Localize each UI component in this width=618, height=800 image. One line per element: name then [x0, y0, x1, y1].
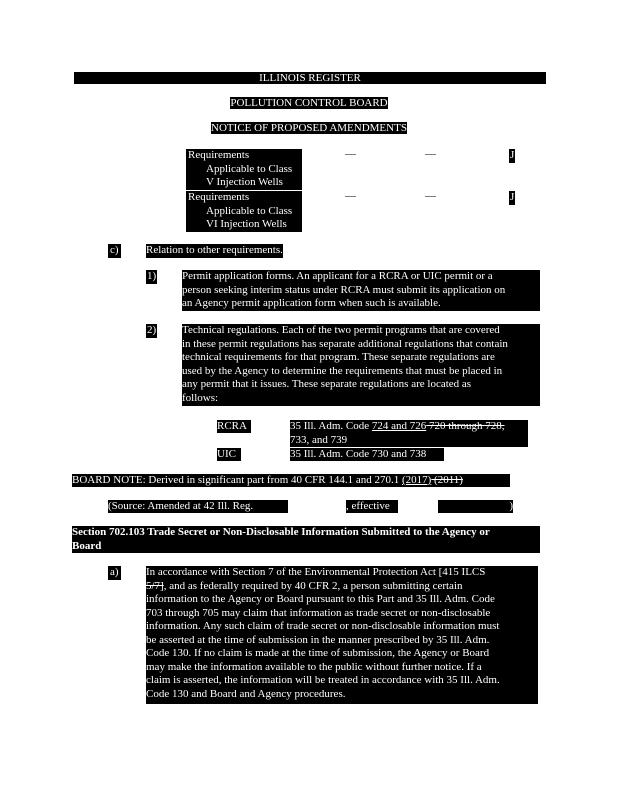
rcra-deleted: 720 through 728,: [426, 420, 505, 432]
board-note: BOARD NOTE: Derived in significant part from 40 CFR 144.1 and 270.1 (2017) (2011): [72, 474, 510, 487]
table-row-2-col1: —: [345, 190, 356, 202]
uic-label: UIC: [217, 448, 241, 461]
table-row-2-col3: J: [510, 191, 515, 203]
notice-title: NOTICE OF PROPOSED AMENDMENTS: [211, 122, 407, 134]
subsection-a-text: In accordance with Section 7 of the Environmental Protection Act [415 ILCS 5/7], and as federally required by 40 CFR 2, a person submitting certain information to the Agency or Board pursuant to this Part and 35 Ill. Adm. Code 703 through 705 may claim that information as trade secret or non-disclosable information. Any such claim of trade secret or non-disclosable information must be asserted at the time of submission in the manner prescribed by 35 Ill. Adm. Code 130. If no claim is made at the time of submission, the Agency or Board may make the information available to the public without further notice. If a claim is asserted, the information will be treated in accordance with 35 Ill. Adm. Code 130 and Board and Agency procedures.: [146, 566, 538, 704]
table-row-2-col2: —: [425, 190, 436, 202]
item-2-text: Technical regulations. Each of the two permit programs that are covered in these permit regulations has separate additional regulations that contain technical requirements for that program. These separate regulations are used by the Agency to determine the requirements that must be placed in any permit that it issues. These separate regulations are located as follows:: [182, 324, 540, 406]
source-effective: , effective: [346, 500, 398, 513]
subsection-c-title: Relation to other requirements.: [146, 244, 283, 256]
register-header: [74, 72, 546, 84]
rcra-inserted: 724 and 726: [371, 420, 427, 432]
rcra-text: 35 Ill. Adm. Code 724 and 726 720 through 728, 733, and 739: [290, 420, 528, 447]
source-prefix: (Source: Amended at 42 Ill. Reg.: [108, 500, 288, 513]
item-1-text: Permit application forms. An applicant for a RCRA or UIC permit or a person seeking interim status under RCRA must submit its application on an Agency permit application form when such is available.: [182, 270, 540, 311]
register-title: ILLINOIS REGISTER: [259, 72, 361, 84]
board-name-wrap: [0, 97, 618, 111]
notice-wrap: [0, 122, 618, 136]
a-deleted-citation: 5/7]: [146, 579, 164, 592]
source-end: ): [438, 500, 513, 513]
item-2-label: 2): [147, 324, 157, 336]
table-row-1-col3: J: [510, 149, 515, 161]
subsection-a-label: a): [110, 566, 119, 578]
rcra-label: RCRA: [217, 420, 251, 433]
subsection-c-label: c): [110, 244, 119, 256]
section-heading: Section 702.103 Trade Secret or Non-Disclosable Information Submitted to the Agency or Board: [72, 526, 540, 553]
board-name: POLLUTION CONTROL BOARD: [230, 97, 388, 109]
table-row-1-col2: —: [425, 148, 436, 160]
source-line: [108, 500, 513, 513]
table-row-2-label: Requirements Applicable to Class VI Injection Wells: [186, 191, 302, 232]
item-1-label: 1): [147, 270, 157, 282]
board-note-inserted: (2017): [401, 474, 432, 486]
board-note-deleted: (2011): [431, 474, 463, 486]
uic-text: 35 Ill. Adm. Code 730 and 738: [290, 448, 444, 461]
table-row-1-label: Requirements Applicable to Class V Injection Wells: [186, 149, 302, 190]
table-row-1-col1: —: [345, 148, 356, 160]
